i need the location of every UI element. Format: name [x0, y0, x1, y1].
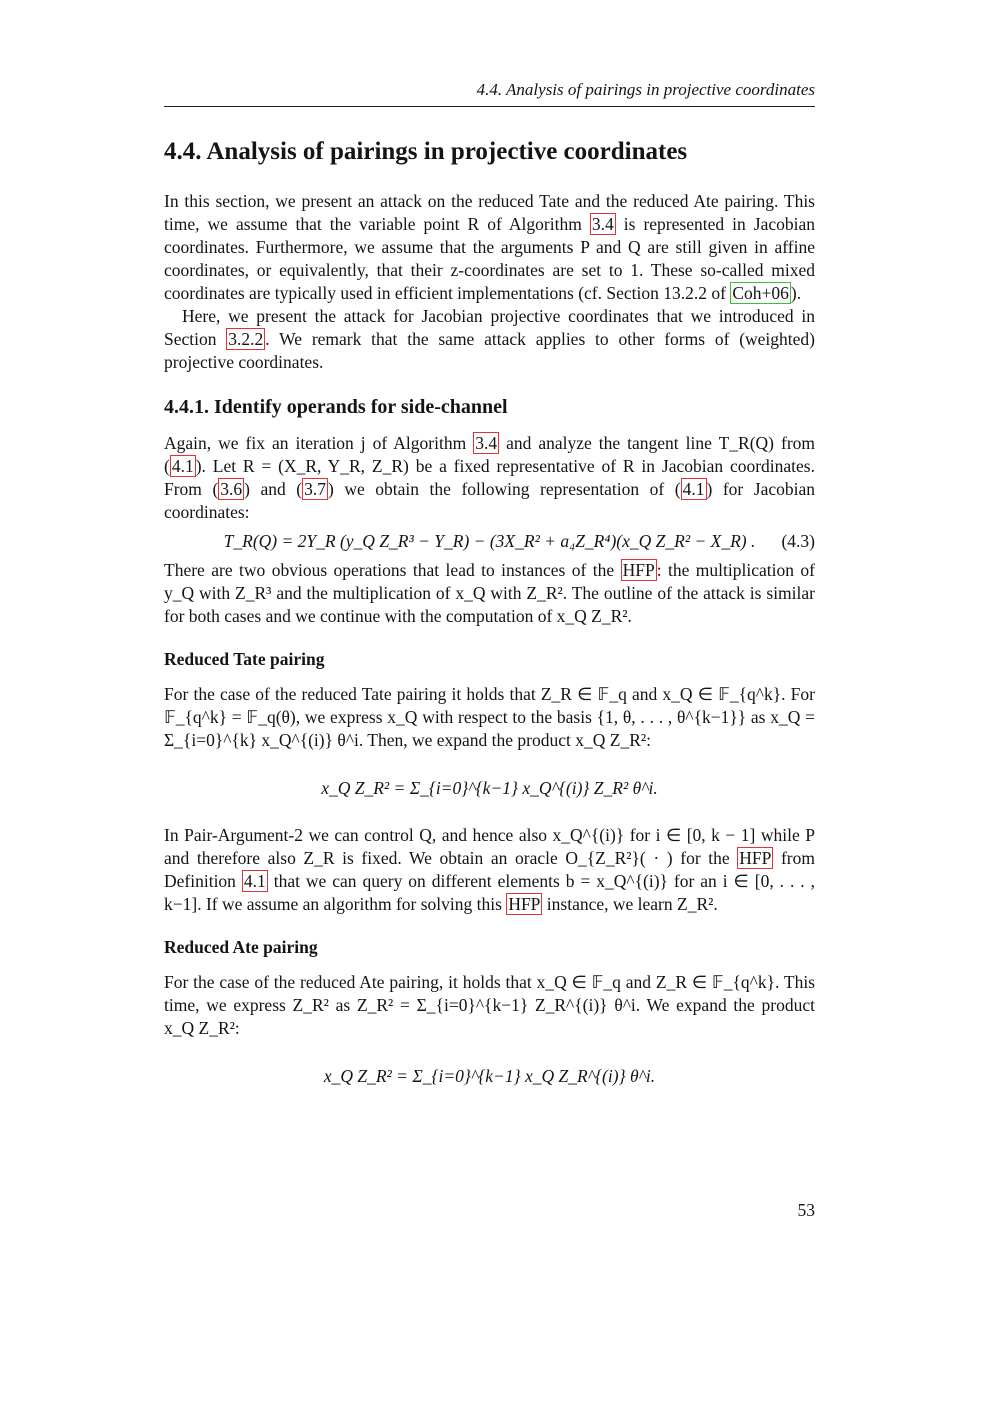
equation-link[interactable]: 3.6 — [220, 479, 243, 499]
tate-paragraph-1: For the case of the reduced Tate pairing it holds that Z_R ∈ 𝔽_q and x_Q ∈ 𝔽_{q^k}. For 𝔽_{q^k} = 𝔽_q(θ), we express x_Q with respect to the basis {1, θ, . . . , θ^{k−1}} as x_Q = Σ_{i=0}^{k} x_Q^{(i)} θ^i. Then, we expand the product x_Q Z_R²: — [164, 684, 815, 750]
text-run: . We remark that the same attack applies to other forms of (weighted) projective coordinates. — [164, 329, 815, 372]
text-run: : the multiplication of y_Q with Z_R³ and the multiplication of x_Q with Z_R². The outline of the attack is similar for both cases and we continue with the computation of x_Q Z_R². — [164, 560, 815, 626]
running-head: 4.4. Analysis of pairings in projective coordinates — [476, 80, 815, 99]
text-run: that we can query on different elements b = x_Q^{(i)} for an i ∈ [0, . . . , k−1]. If we assume an algorithm for solving this — [164, 871, 815, 914]
algorithm-link[interactable]: 3.4 — [475, 433, 498, 453]
definition-link[interactable]: 4.1 — [243, 871, 266, 891]
intro-paragraph-1 — [164, 190, 815, 305]
text-run: ). — [790, 283, 802, 303]
text-run: and analyze the tangent line T_R(Q) from ( — [164, 433, 816, 476]
equation-link[interactable]: 4.1 — [171, 456, 194, 476]
tate-heading: Reduced Tate pairing — [164, 649, 325, 669]
text-run: instance, we learn Z_R². — [542, 894, 718, 914]
header-rule — [164, 106, 815, 107]
text-run: ) for Jacobian coordinates: — [164, 479, 816, 522]
subsection-paragraph-1 — [164, 432, 815, 524]
subsection-paragraph-2 — [164, 559, 815, 628]
equation-body: T_R(Q) = 2Y_R (y_Q Z_R³ − Y_R) − (3X_R² + a₄Z_R⁴)(x_Q Z_R² − X_R) . — [223, 531, 756, 551]
ate-heading: Reduced Ate pairing — [164, 937, 318, 957]
text-run: ) and ( — [244, 479, 303, 499]
acronym-link[interactable]: HFP — [739, 848, 772, 868]
text-run: Here, we present the attack for Jacobian projective coordinates that we introduced in Section — [164, 306, 815, 349]
equation-link[interactable]: 4.1 — [682, 479, 705, 499]
tate-paragraph-2 — [164, 824, 815, 916]
text-run: Again, we fix an iteration j of Algorithm — [164, 433, 474, 453]
acronym-link[interactable]: HFP — [622, 560, 655, 580]
tate-equation: x_Q Z_R² = Σ_{i=0}^{k−1} x_Q^{(i)} Z_R² θ^i. — [321, 778, 658, 798]
citation-link[interactable]: Coh+06 — [732, 283, 789, 303]
text-run: There are two obvious operations that lead to instances of the — [164, 560, 621, 580]
acronym-link[interactable]: HFP — [508, 894, 541, 914]
ate-paragraph-1: For the case of the reduced Ate pairing, it holds that x_Q ∈ 𝔽_q and Z_R ∈ 𝔽_{q^k}. This time, we express Z_R² as Z_R² = Σ_{i=0}^{k−1} Z_R^{(i)} θ^i. We expand the product x_Q Z_R²: — [164, 972, 815, 1038]
text-run: ) we obtain the following representation of ( — [328, 479, 681, 499]
text-run: from Definition — [164, 848, 815, 891]
text-run: In Pair-Argument-2 we can control Q, and hence also x_Q^{(i)} for i ∈ [0, k − 1] while P and therefore also Z_R is fixed. We obtain an oracle O_{Z_R²}( · ) for the — [164, 825, 815, 868]
text-run: In this section, we present an attack on the reduced Tate and the reduced Ate pairing. This time, we assume that the variable point R of Algorithm — [164, 191, 815, 234]
equation-number: (4.3) — [781, 531, 815, 551]
page-number: 53 — [797, 1200, 815, 1220]
page-content — [164, 136, 815, 1112]
ate-equation: x_Q Z_R² = Σ_{i=0}^{k−1} x_Q Z_R^{(i)} θ^i. — [323, 1066, 656, 1086]
subsection-heading: 4.4.1. Identify operands for side-channel — [164, 396, 508, 418]
equation-link[interactable]: 3.7 — [304, 479, 327, 499]
intro-paragraph-2 — [164, 305, 815, 374]
algorithm-link[interactable]: 3.4 — [591, 214, 614, 234]
section-title: 4.4. Analysis of pairings in projective coordinates — [164, 138, 688, 165]
equation-4-3 — [164, 530, 815, 553]
text-run: ). Let R = (X_R, Y_R, Z_R) be a fixed representative of R in Jacobian coordinates. From ( — [164, 456, 815, 499]
section-link[interactable]: 3.2.2 — [228, 329, 264, 349]
text-run: is represented in Jacobian coordinates. Furthermore, we assume that the arguments P and Q are still given in affine coordinates, or equivalently, that their z-coordinates are set to 1. These so-called mixed coordinates are typically used in efficient implementations (cf. Section 13.2.2 of — [164, 214, 815, 303]
